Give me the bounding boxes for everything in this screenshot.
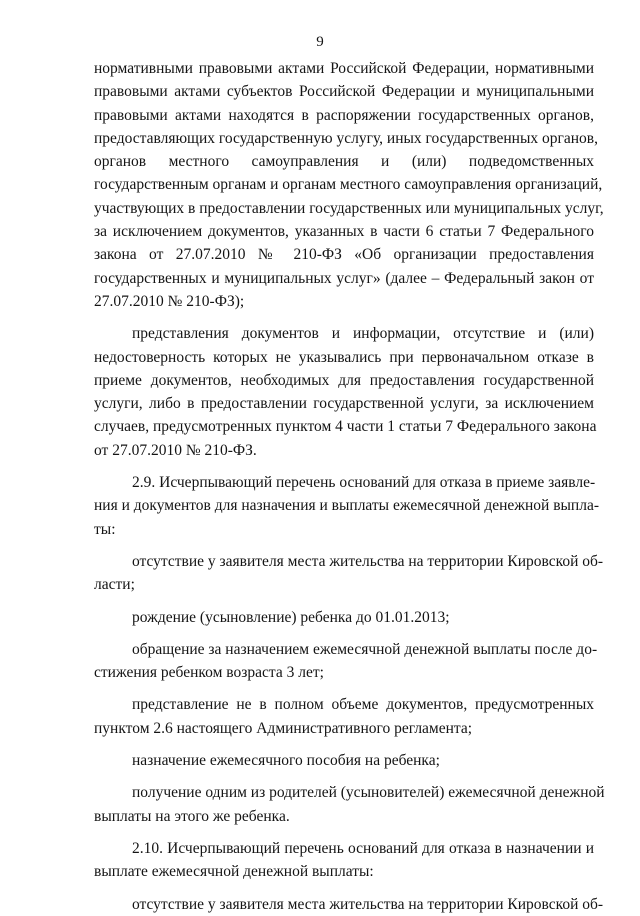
- paragraph-no-residence: [94, 550, 604, 597]
- text-line: назначение ежемесячного пособия на ребенка;: [132, 752, 440, 770]
- text-line: государственных и муниципальных услуг» (далее – Федеральный закон от: [94, 269, 594, 287]
- text-line: недостоверность которых не указывались при первоначальном отказе в: [94, 348, 594, 366]
- text-line: отсутствие у заявителя места жительства на территории Кировской об-: [132, 895, 604, 913]
- text-line: органов местного самоуправления и (или) подведомственных: [94, 153, 594, 171]
- page-number: 9: [316, 34, 324, 50]
- text-line: выплаты на этого же ребенка.: [94, 807, 290, 825]
- text-line: рождение (усыновление) ребенка до 01.01.2013;: [132, 608, 450, 626]
- text-line: ния и документов для назначения и выплаты ежемесячной денежной выпла-: [94, 497, 599, 515]
- text-line: выплате ежемесячной денежной выплаты:: [94, 863, 374, 881]
- text-line: государственным органам и органам местного самоуправления организаций,: [94, 176, 603, 194]
- paragraph-late-application: [94, 638, 598, 685]
- paragraph-duplicate-payment: [94, 781, 605, 828]
- text-line: представление не в полном объеме документов, предусмотренных: [132, 696, 594, 714]
- text-line: 27.07.2010 № 210-ФЗ);: [94, 292, 245, 310]
- paragraph-monthly-allowance: [94, 749, 594, 772]
- text-line: стижения ребенком возраста 3 лет;: [94, 664, 324, 682]
- text-line: 2.10. Исчерпывающий перечень оснований для отказа в назначении и: [132, 839, 594, 857]
- paragraph-representation: [94, 322, 597, 462]
- text-line: обращение за назначением ежемесячной денежной выплаты после до-: [132, 640, 598, 658]
- text-line: закона от 27.07.2010 № 210-ФЗ «Об организации предоставления: [94, 246, 594, 264]
- text-line: получение одним из родителей (усыновителей) ежемесячной денежной: [132, 784, 605, 802]
- text-line: предоставляющих государственную услугу, иных государственных органов,: [94, 129, 598, 147]
- text-line: участвующих в предоставлении государственных или муниципальных услуг,: [94, 199, 604, 217]
- text-line: приеме документов, необходимых для предоставления государственной: [94, 371, 594, 389]
- text-line: случаев, предусмотренных пунктом 4 части 1 статьи 7 Федерального закона: [94, 418, 597, 436]
- paragraph-continuation: [94, 57, 604, 313]
- paragraph-birth-date: [94, 606, 594, 629]
- text-line: правовыми актами субъектов Российской Федерации и муниципальными: [94, 83, 594, 101]
- text-line: нормативными правовыми актами Российской Федерации, нормативными: [94, 60, 594, 77]
- text-line: ты:: [94, 520, 116, 538]
- text-line: представления документов и информации, отсутствие и (или): [132, 325, 594, 343]
- paragraph-incomplete-docs: [94, 693, 594, 740]
- document-body: [94, 57, 605, 916]
- paragraph-section-2-9: [94, 471, 599, 541]
- text-line: правовыми актами находятся в распоряжении государственных органов,: [94, 106, 594, 124]
- text-line: 2.9. Исчерпывающий перечень оснований для отказа в приеме заявле-: [132, 474, 596, 492]
- paragraph-section-2-10: [94, 837, 594, 884]
- text-line: пунктом 2.6 настоящего Административного регламента;: [94, 719, 473, 737]
- text-line: за исключением документов, указанных в части 6 статьи 7 Федерального: [94, 223, 594, 241]
- text-line: ласти;: [94, 576, 135, 594]
- text-line: услуги, либо в предоставлении государственной услуги, за исключением: [94, 395, 594, 413]
- text-line: отсутствие у заявителя места жительства на территории Кировской об-: [132, 552, 604, 570]
- paragraph-no-residence-2: [94, 893, 604, 916]
- text-line: от 27.07.2010 № 210-ФЗ.: [94, 441, 257, 459]
